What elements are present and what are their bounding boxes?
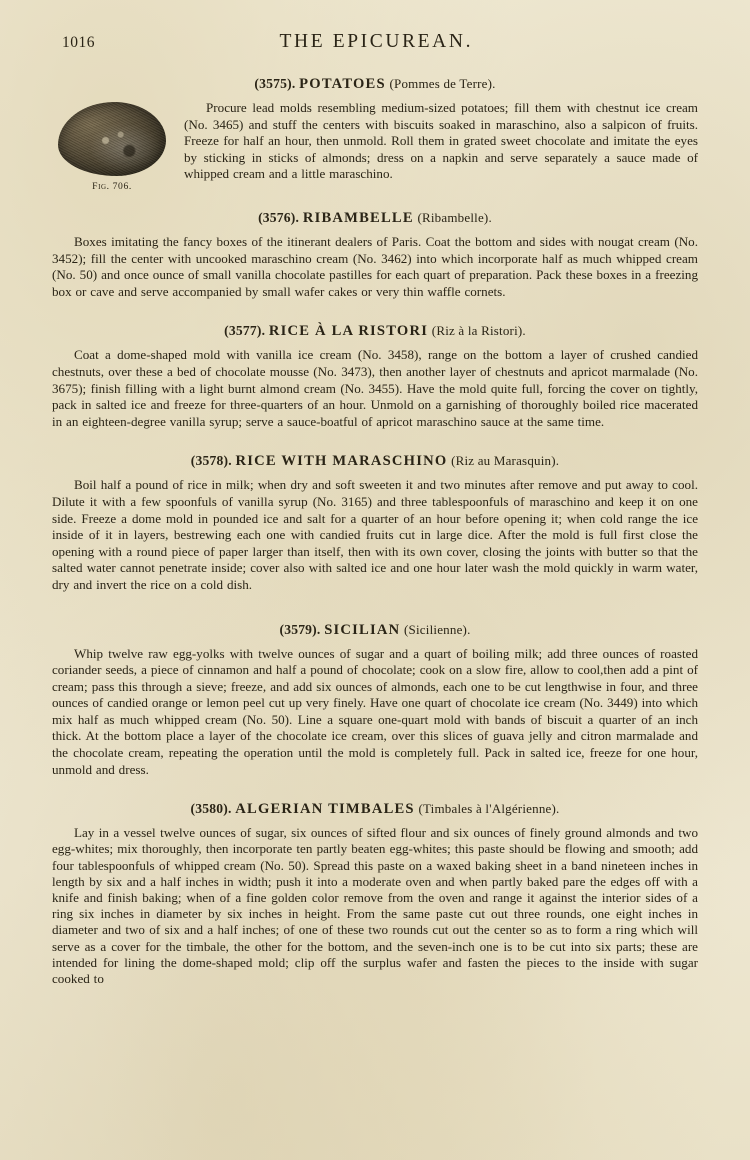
recipe-name: RIBAMBELLE [302, 210, 414, 226]
recipe-heading-3577 [52, 323, 698, 340]
recipe-paragraph-3577: Coat a dome-shaped mold with vanilla ice cream (No. 3458), range on the bottom a layer of crushed candied chestnuts, over these a bed of chocolate mousse (No. 3473), then another layer of chestnuts and apricot marmalade (No. 3675); finish filling with a light burnt almond cream (No. 3455). Have the mold quite full, forcing the cover on tightly, pack in salted ice and freeze for three-quarters of an hour. Unmold on a garnishing of thoroughly boiled rice macerated in an eighteen-degree vanilla syrup; serve a sauce-boatful of apricot maraschino sauce at the same time. [52, 347, 698, 429]
recipe-french-name: (Riz à la Ristori). [431, 323, 526, 339]
recipe-name: RICE À LA RISTORI [268, 323, 429, 340]
recipe-paragraph-3579: Whip twelve raw egg-yolks with twelve ounces of sugar and a quart of boiling milk; add three ounces of roasted coriander seeds, a piece of cinnamon and half a pound of chocolate; cook on a slow fire, allow to cool,then add a pint of cream; pass this through a sieve; freeze, and add six ounces of almonds, each one to be cut lengthwise in four, and three ounces of candied orange or lemon peel cut up very finely. Have one quart of chocolate ice cream (No. 3449) into which mix half as much whipped cream (No. 50). Line a square one-quart mold with bands of biscuit a quarter of an inch thick. At the bottom place a layer of the chocolate ice cream, over this slices of guava jelly and citron marmalade and the chocolate cream, repeating the operation until the mold is completely full. Pack in salted ice, freeze for one hour, unmold and dress. [52, 645, 698, 777]
recipe-number: (3575). [254, 76, 296, 91]
recipe-number: (3578). [190, 453, 232, 469]
recipe-paragraph: Procure lead molds resembling medium-sized potatoes; fill them with chestnut ice cream (No. 3465) and stuff the centers with biscuits soaked in maraschino, also a salpicon of fruits. Freeze for half an hour, then unmold. Roll them in grated sweet chocolate and imitate the eyes by sticking in sticks of almonds; dress on a napkin and serve separately a sauce made of whipped cream and a little maraschino. [184, 100, 698, 182]
recipe-number: (3576). [258, 210, 300, 225]
recipe-heading-3579 [52, 622, 698, 639]
recipe-french-name: (Timbales à l'Algérienne). [418, 801, 560, 817]
figure-caption: Fig. 706. [92, 181, 132, 192]
recipe-name: ALGERIAN TIMBALES [235, 801, 415, 818]
recipe-paragraph-3576: Boxes imitating the fancy boxes of the itinerant dealers of Paris. Coat the bottom and sides with nougat cream (No. 3452); fill the center with uncooked maraschino cream (No. 3462) into which incorporate half as much whipped cream (No. 50) and once ounce of small vanilla chocolate pastilles for each quart of preparation. Pack these boxes in a freezing box or cave and serve accompanied by small wafer cakes or very thin waffle cornets. [52, 234, 698, 299]
figure-706 [52, 102, 172, 192]
recipe-french-name: (Ribambelle). [417, 210, 492, 225]
recipe-heading-3576 [52, 210, 698, 227]
running-head [52, 28, 698, 62]
recipe-heading-3578 [52, 453, 698, 470]
page-folio: 1016 [62, 34, 95, 51]
recipe-paragraph-3580: Lay in a vessel twelve ounces of sugar, six ounces of sifted flour and six ounces of finely ground almonds and two egg-whites; mix thoroughly, then incorporate ten partly beaten egg-whites; this paste should be flowing and smooth; add four tablespoonfuls of whipped cream (No. 50). Spread this paste on a waxed baking sheet in a band nineteen inches in length by six and a half inches in width; push it into a moderate oven and when partly baked pare the edges off with a knife and finish baking; when of a fine golden color remove from the oven and range it against the interior sides of a ring six inches in diameter by six inches in height. From the same paste cut out three rounds, one eight inches in diameter and two of six and a half inches; of one of these two rounds cut out the center so as to form a ring which will serve as a cover for the timbale, the other for the bottom, and the seven-inch one is to be cut into six parts; these are intended for lining the dome-shaped mold; clip off the surplus wafer and fasten the pieces to the inside with sugar cooked to [52, 825, 698, 987]
book-title-text: THE EPICUREAN [279, 31, 466, 52]
recipe-number: (3579). [279, 621, 321, 637]
recipe-paragraph-3578: Boil half a pound of rice in milk; when dry and soft sweeten it and two minutes after remove and put away to cool. Dilute it with a few spoonfuls of vanilla syrup (No. 3165) and three tablespoonfuls of maraschino and keep it on one side. Freeze a dome mold in pounded ice and salt for a quarter of an hour before opening it; when cold range the ice inside of it in layers, bestrewing each one with candied fruits cut in large dice. After the mold is full first close the opening with a round piece of paper larger than itself, then with its own cover, closing the joints with butter so that the salted water cannot penetrate inside; cover also with salted ice and one hour later wash the mold quickly in warm water, dry and invert the rice on a cold dish. [52, 477, 698, 592]
recipe-french-name: (Riz au Marasquin). [451, 453, 560, 469]
recipe-number: (3580). [190, 801, 232, 817]
recipe-name: RICE WITH MARASCHINO [235, 453, 448, 470]
recipe-heading-3575 [52, 76, 698, 93]
recipe-body-3575 [52, 100, 698, 196]
recipe-heading-3580 [52, 801, 698, 818]
book-title [52, 28, 698, 53]
recipe-number: (3577). [224, 323, 266, 339]
recipe-french-name: (Sicilienne). [404, 621, 471, 637]
potato-engraving-icon [58, 102, 166, 176]
book-title-period: . [465, 31, 471, 52]
recipe-name: SICILIAN [324, 621, 401, 638]
recipe-name: POTATOES [299, 76, 386, 92]
recipe-french-name: (Pommes de Terre). [389, 76, 496, 91]
text-column [52, 76, 698, 987]
